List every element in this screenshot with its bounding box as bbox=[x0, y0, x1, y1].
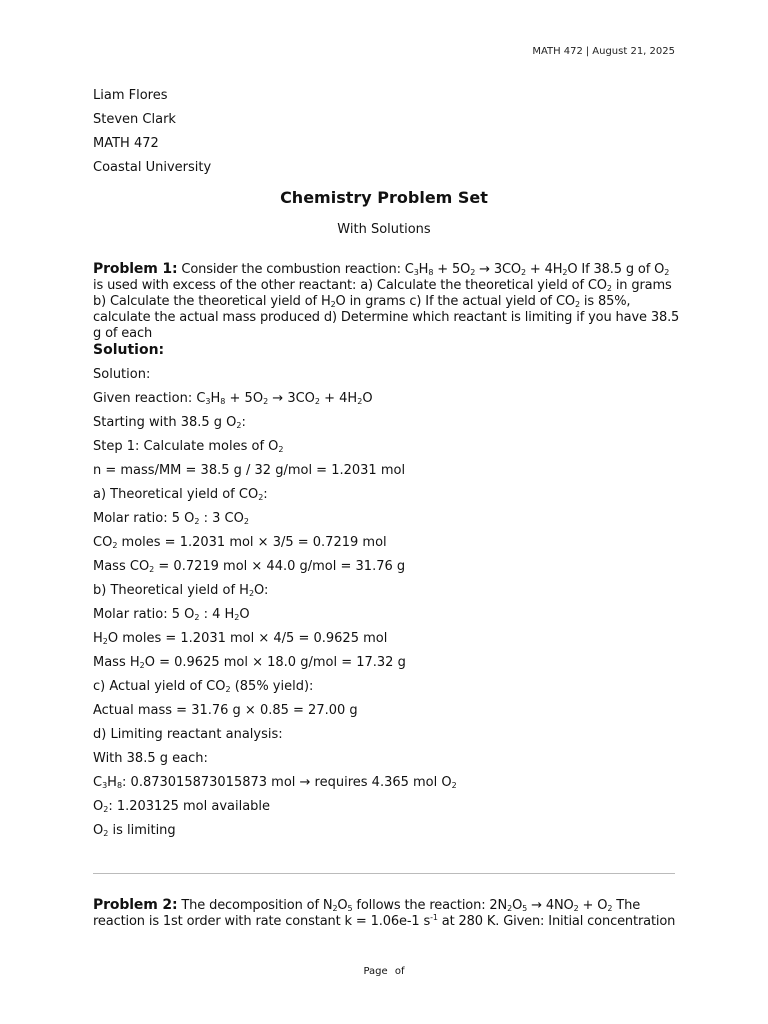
header-course: MATH 472 bbox=[532, 46, 583, 57]
solution-line: b) Theoretical yield of $H_2O$: bbox=[93, 583, 269, 598]
solution-line: Given reaction: $C_3H_8 + 5O_2 \to 3CO_2 + 4H_2O$ bbox=[93, 391, 373, 406]
solution-line: Solution: bbox=[93, 367, 151, 382]
section-divider bbox=[93, 873, 675, 874]
document-title: Chemistry Problem Set bbox=[280, 188, 488, 207]
solution-line: $CO_2$ moles = 1.2031 mol × 3/5 = 0.7219 mol bbox=[93, 535, 387, 550]
page-footer bbox=[0, 966, 768, 977]
solution-line: a) Theoretical yield of $CO_2$: bbox=[93, 487, 268, 502]
author-block bbox=[93, 87, 211, 183]
problem-2 bbox=[93, 897, 683, 930]
solution-line: Molar ratio: 5 $O_2$ : 4 $H_2O$ bbox=[93, 607, 250, 622]
solution-line: Molar ratio: 5 $O_2$ : 3 $CO_2$ bbox=[93, 511, 249, 526]
problem-label: Problem 2: bbox=[93, 897, 178, 913]
header-date: August 21, 2025 bbox=[592, 46, 675, 57]
problem-label: Problem 1: bbox=[93, 261, 178, 277]
document-subtitle: With Solutions bbox=[337, 222, 431, 237]
solution-line: With 38.5 g each: bbox=[93, 751, 208, 766]
solution-line: Actual mass = 31.76 g × 0.85 = 27.00 g bbox=[93, 703, 358, 718]
solution-line: d) Limiting reactant analysis: bbox=[93, 727, 283, 742]
problem-text: The decomposition of $N_2O_5$ follows the reaction: $2N_2O_5 \to 4NO_2 + O_2$ The reaction is 1st order with rate constant k = 1.06e-1 $s^{-1}$ at 280 K. Given: Initial concentration bbox=[93, 898, 676, 929]
problem-1 bbox=[93, 261, 683, 342]
solution-line: $H_2O$ moles = 1.2031 mol × 4/5 = 0.9625 mol bbox=[93, 631, 388, 646]
solution-line: Mass $CO_2 = 0.7219$ mol × 44.0 g/mol = 31.76 g bbox=[93, 559, 406, 574]
solution-line: Starting with 38.5 g $O_2$: bbox=[93, 415, 246, 430]
solution-line: $O_2$: 1.203125 mol available bbox=[93, 799, 271, 814]
institution-name: Coastal University bbox=[93, 160, 212, 175]
solution-line: $O_2$ is limiting bbox=[93, 823, 176, 838]
footer-of-label: of bbox=[394, 966, 405, 977]
solution-line: $C_3H_8$: 0.873015873015873 mol → requires 4.365 mol $O_2$ bbox=[93, 775, 457, 790]
solution-heading: Solution: bbox=[93, 342, 165, 358]
page-header bbox=[532, 46, 675, 57]
solution-line: n = mass/MM = 38.5 g / 32 g/mol = 1.2031 mol bbox=[93, 463, 406, 478]
author-name: Steven Clark bbox=[93, 112, 176, 127]
solution-line: Mass $H_2O = 0.9625$ mol × 18.0 g/mol = 17.32 g bbox=[93, 655, 406, 670]
course-name: MATH 472 bbox=[93, 136, 159, 151]
solution-line: Step 1: Calculate moles of $O_2$ bbox=[93, 439, 284, 454]
problem-text: Consider the combustion reaction: $C_3H_8 + 5O_2 \to 3CO_2 + 4H_2O$ If 38.5 g of $O_2$ is used with excess of the other reactant: a) Calculate the theoretical yield of $CO_2$ in grams b) Calculate the theoretical yield of $H_2O$ in grams c) If the actual yield of $CO_2$ is 85%, calculate the actual mass produced d) Determine which reactant is limiting if you have 38.5 g of each bbox=[93, 262, 680, 341]
solution-body bbox=[93, 366, 457, 846]
author-name: Liam Flores bbox=[93, 88, 168, 103]
footer-page-label: Page bbox=[363, 966, 388, 977]
header-separator: | bbox=[585, 46, 590, 57]
solution-line: c) Actual yield of $CO_2$ (85% yield): bbox=[93, 679, 314, 694]
